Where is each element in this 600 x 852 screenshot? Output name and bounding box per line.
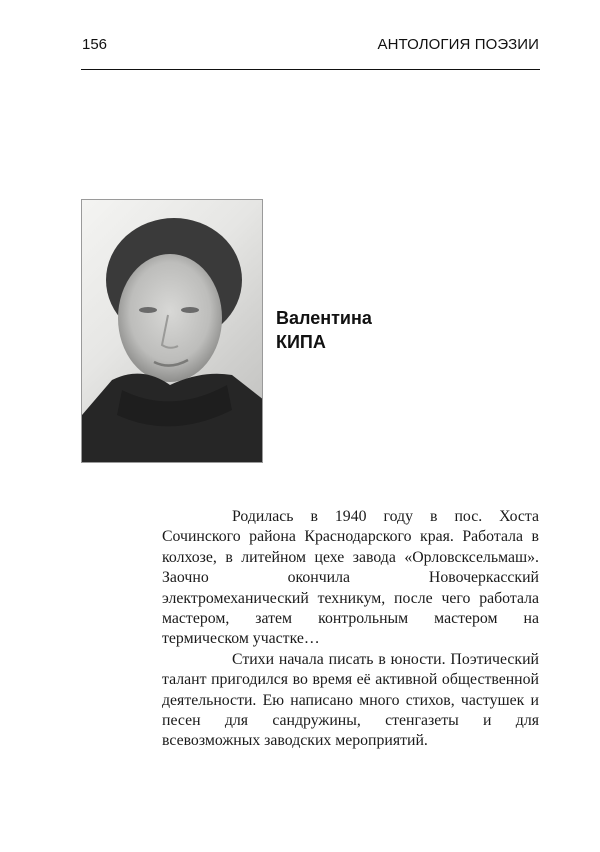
page-number: 156: [82, 36, 108, 53]
portrait-icon: [82, 200, 263, 463]
bio-paragraph: Стихи начала писать в юности. Поэтический талант пригодился во время её активной общественной деятельности. Ею написано много стихов, частушек и песен для сандружины, стенгазеты и для всевозможных заводских мероприятий.: [162, 650, 539, 750]
author-first-name: Валентина: [276, 308, 372, 328]
author-name: [276, 306, 372, 354]
author-last-name: КИПА: [276, 332, 326, 352]
author-portrait-photo: [81, 199, 263, 463]
running-header-title: АНТОЛОГИЯ ПОЭЗИИ: [377, 36, 539, 53]
header-divider: [81, 69, 540, 70]
author-biography: [162, 507, 539, 752]
bio-paragraph: Родилась в 1940 году в пос. Хоста Сочинского района Краснодарского края. Работала в колхозе, в литейном цехе завода «Орловсксельмаш». Заочно окончила Новочеркасский электромеханический техникум, после чего работала мастером, затем контрольным мастером на термическом участке…: [162, 508, 539, 648]
